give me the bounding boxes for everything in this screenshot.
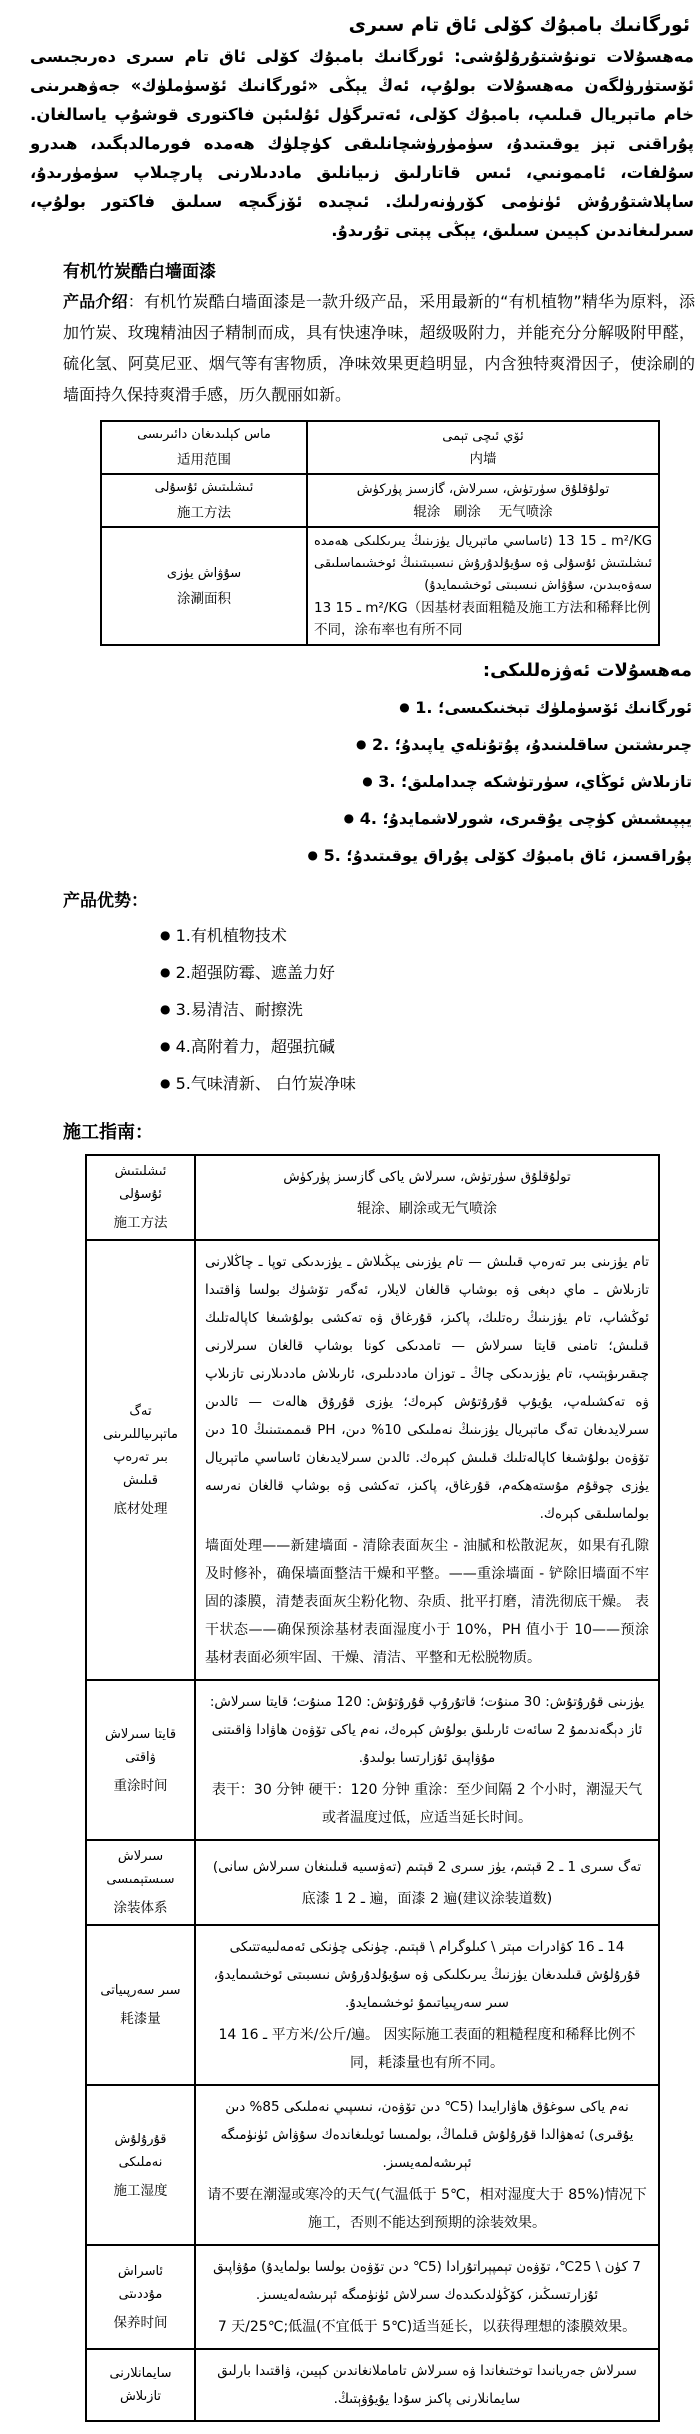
intro-paragraph-chinese: [63, 286, 695, 410]
label-line: 保养时间: [113, 2314, 168, 2331]
guide-content-coating-system: [195, 1840, 659, 1925]
content-chinese: 底漆 1 ـ 2 遍，面漆 2 遍(建议涂装道数): [301, 1890, 553, 1907]
guide-label-humidity: [86, 2085, 195, 2245]
label-line: نەملىكى: [118, 2154, 163, 2170]
guide-label-recoat-time: [86, 1680, 195, 1840]
content-chinese: 表干：30 分钟 硬干：120 分钟 重涂：至少间隔 2 个小时，潮湿天气或者温度过低，应适当延长时间。: [211, 1782, 643, 1826]
value-chinese: 内墙: [469, 450, 497, 467]
value-uyghur: تولۇقلۇق سۈرتۈش، سىرلاش، گازسىز پۈركۈش: [356, 481, 610, 497]
label-line: بىر تەرەپ: [113, 1449, 168, 1465]
content-uyghur: تولۇقلۇق سۈرتۈش، سىرلاش ياكى گازسىز پۈركۈش: [283, 1169, 571, 1185]
label-chinese: 涂涮面积: [177, 590, 231, 607]
bullet-icon: ●: [160, 1039, 171, 1053]
table-row: [86, 2085, 659, 2245]
list-item: [160, 954, 700, 991]
bullet-icon: ●: [160, 928, 171, 942]
label-line: 施工湿度: [113, 2182, 168, 2199]
guide-content-recoat-time: [195, 1680, 659, 1840]
spec-value-scope: [307, 421, 659, 474]
list-item-text: 4.高附着力，超强抗碱: [175, 1037, 335, 1056]
content-uyghur: نەم ياكى سوغۇق ھاۋارايىدا (5℃ دىن تۆۋەن، نىسپىي نەملىكى 85% دىن يۇقىرى) ئەھۋالدا قۇرۇلۇش قىلماڭ، بولمىسا ئويلىغاندەك سۇۋاش ئۈنۈمىگە ئېرىشەلمەيسىز.: [220, 2099, 634, 2171]
guide-label-method: [86, 1155, 195, 1240]
bullet-icon: ●: [362, 774, 373, 788]
value-uyghur: ئۆي ئىچى تېمى: [442, 428, 524, 444]
spec-label-scope: [101, 421, 307, 474]
label-line: قايتا سىرلاش: [104, 1726, 177, 1742]
content-uyghur: سىرلاش جەريانىدا توختىغاندا ۋە سىرلاش تاماملانغاندىن كېيىن، ۋاقتىدا بارلىق سايمانلارنى پاكىز سۇدا يۇيۇۋېتىڭ.: [217, 2363, 637, 2407]
value-uyghur: ‪13 ـ 15 m²/KG‬ (ئاساسي ماتېريال يۈزىنىڭ يىرىكلىكى ھەمدە ئىشلىتىش ئۇسۇلى ۋە سۇيۇلدۇرۇش نىسبىتىنىڭ ئوخشىماسلىقى سەۋەبىدىن، سۇۋاش نىسبىتى ئوخشىمايدۇ): [314, 534, 652, 593]
guide-heading: 施工指南：: [63, 1122, 153, 1143]
list-item: [160, 1028, 700, 1065]
intro-paragraph-uyghur: مەھسۇلات تونۇشتۇرۇلۇشى: ئورگانىك بامبۇك كۆلى ئاق تام سىرى دەرىجىسى ئۆستۈرۈلگەن مەھسۇلات بولۇپ، ئەڭ يېڭى «ئورگانىك ئۆسۈملۈك» جەۋھىرىنى خام ماتېريال قىلىپ، بامبۇك كۆلى، ئەتىرگۈل ئۇلىئېن فاكتورى قوشۇپ ياسالغان. پۇراقنى تېز يوقىتىدۇ، سۈمۈرۈشچانلىقى كۈچلۈك ھەمدە فورمالدېگىد، ھىدرو سۇلفات، ئاممونىي، ئىس قاتارلىق زىيانلىق ماددىلارنى پارچىلاپ سۈمۈرىدۇ، ساپلاشتۇرۇش ئۈنۈمى كۆرۈنەرلىك. ئىچىدە ئۆزگىچە سىلىق فاكتور بولۇپ، سىرلىغاندىن كېيىن سىلىق، يېڭى پېتى تۇرىدۇ.: [30, 47, 694, 240]
advantages-heading-uyghur: مەھسۇلات ئەۋزەللىكى:: [482, 660, 692, 681]
spec-value-method: [307, 474, 659, 527]
content-chinese: 辊涂、刷涂或无气喷涂: [357, 1201, 497, 1217]
list-item: [160, 1065, 700, 1102]
list-item: [160, 991, 700, 1028]
bullet-icon: ●: [307, 848, 318, 862]
list-item: [0, 800, 692, 837]
advantages-list-chinese: [0, 917, 700, 1102]
list-item-text: 2.超强防霉、遮盖力好: [175, 963, 335, 982]
spec-label-method: [101, 474, 307, 527]
content-chinese: 14 ـ 16 平方米/公斤/遍。 因实际施工表面的粗糙程度和稀释比例不同，耗漆量也有所不同。: [218, 2027, 636, 2071]
label-line: 底材处理: [113, 1500, 168, 1517]
guide-content-method: [195, 1155, 659, 1240]
table-row: [86, 1240, 659, 1680]
label-line: 重涂时间: [113, 1777, 168, 1794]
list-item: [0, 837, 692, 874]
content-uyghur: يۈزىنى قۇرۇتۇش: 30 مىنۇت؛ قاتۇرۇپ قۇرۇتۇش: 120 مىنۇت؛ قايتا سىرلاش: ئاز دېگەندىمۇ 2 سائەت ئارىلىق بولۇش كېرەك، نەم ياكى تۆۋەن ھاۋادا ۋاقىتنى مۇۋاپىق ئۇزارتسا بولىدۇ.: [209, 1694, 645, 1766]
list-item-text: 2. چىرىشتىن ساقلىنىدۇ، پۇتۇنلەي ياپىدۇ؛: [372, 735, 692, 754]
guide-label-tool-cleaning: [86, 2349, 195, 2421]
label-line: 耗漆量: [120, 2011, 161, 2027]
bullet-icon: ●: [160, 1002, 171, 1016]
bullet-icon: ●: [355, 737, 367, 751]
guide-label-curing-time: [86, 2245, 195, 2349]
guide-content-substrate: [195, 1240, 659, 1680]
guide-content-consumption: [195, 1925, 659, 2085]
advantages-heading-chinese: 产品优势：: [63, 891, 148, 911]
label-line: سىستېمىسى: [106, 1872, 175, 1887]
guide-content-humidity: [195, 2085, 659, 2245]
label-line: ئاسراش: [117, 2263, 164, 2279]
list-item-text: 5.气味清新、 白竹炭净味: [175, 1074, 356, 1093]
page-title: ئورگانىك بامبۇك كۆلى ئاق تام سىرى: [348, 14, 690, 36]
list-item: [0, 689, 692, 726]
label-uyghur: ئىشلىتىش ئۇسۇلى: [154, 480, 254, 495]
intro-label: 产品介绍: [63, 292, 128, 311]
table-row: [101, 474, 659, 527]
label-line: 涂装体系: [113, 1900, 168, 1916]
table-row: [86, 2349, 659, 2421]
content-chinese: 墙面处理——新建墙面 - 清除表面灰尘 - 油腻和松散泥灰，如果有孔隙及时修补，确保墙面整洁干燥和平整。——重涂墙面 - 铲除旧墙面不牢固的漆膜，清楚表面灰尘粉化物、杂质、批平打磨，清洗彻底干燥。 表干状态——确保预涂基材表面湿度小于 10%，PH 值小于 10——预涂基材表面必须牢固、干燥、清洁、平整和无松脱物质。: [205, 1538, 649, 1666]
label-line: سايمانلارنى: [109, 2366, 172, 2381]
bullet-icon: ●: [399, 700, 410, 714]
bullet-icon: ●: [160, 1076, 171, 1090]
content-chinese: 请不要在潮湿或寒冷的天气(气温低于 5℃，相对湿度大于 85%)情况下施工，否则不能达到预期的涂装效果。: [207, 2187, 647, 2231]
content-uyghur: 7 كۈن \ 25℃، تۆۋەن تېمپېراتۇرادا (5℃ دىن تۆۋەن بولسا بولمايدۇ) مۇۋاپىق ئۇزارتسىڭىز، كۆڭۈلدىكىدەك سىرلاش ئۈنۈمىگە ئېرىشەلەيسىز.: [213, 2259, 641, 2303]
spec-table: [100, 420, 660, 646]
label-line: قۇرۇلۇش: [114, 2131, 167, 2147]
label-chinese: 施工方法: [177, 505, 231, 521]
table-row: [86, 2245, 659, 2349]
list-item-text: 5. پۇراقسىز، ئاق بامبۇك كۆلى پۇراق يوقىتىدۇ؛: [323, 846, 692, 865]
label-line: ئىشلىتىش: [114, 1164, 167, 1179]
content-uyghur: 14 ـ 16 كۋادرات مېتر \ كىلوگرام \ قېتىم. چۈنكى چۈنكى ئەمەلىيەتتىكى قۇرۇلۇش قىلىدىغان يۈزنىڭ يىرىكلىكى ۋە سۇيۇلدۇرۇش نىسبىتى ئوخشىمايدۇ، سىر سەرپىياتىمۇ ئوخشىمايدۇ.: [213, 1939, 641, 2011]
table-row: [86, 1680, 659, 1840]
label-line: تازىلاش: [119, 2389, 162, 2404]
label-line: ماتېرىياللىرىنى: [103, 1426, 178, 1442]
spec-label-coverage: [101, 527, 307, 645]
product-name-heading: 有机竹炭酷白墙面漆: [63, 262, 216, 282]
label-line: 施工方法: [113, 1215, 168, 1231]
table-row: [101, 421, 659, 474]
guide-label-substrate: [86, 1240, 195, 1680]
construction-guide-table: [85, 1154, 660, 2422]
guide-content-tool-cleaning: [195, 2349, 659, 2421]
table-row: [86, 1840, 659, 1925]
label-line: ۋاقتى: [125, 1749, 156, 1765]
list-item-text: 1. ئورگانىك ئۆسۈملۈك تېخنىكىسى؛: [415, 698, 692, 717]
content-uyghur: تام يۈزىنى بىر تەرەپ قىلىش — تام يۈزىنى يېڭىلاش ـ يۈزىدىكى توپا ـ چاڭلارنى تازىلاش ـ ماي دېغى ۋە بوشاپ قالغان لايلار، ئەگەر تۆشۈك بولسا ۋاقتىدا ئوڭشاپ، تام يۈزىنىڭ رەتلىك، پاكىز، قۇرغاق ۋە تەكشى بولۇشىغا كاپالەتلىك قىلىش؛ تامنى قايتا سىرلاش — تامدىكى كونا بوشاپ قالغان سىرلارنى چىقىرىۋېتىپ، تام يۈزىدىكى چاڭ ـ توزان ماددىلىرى، ئارىلاش ماددىلارنى تازىلاپ ۋە تەكشىلەپ، يۇيۇپ قۇرۇتۇش كېرەك؛ يۈزى قۇرۇق ھالەت — ئالدىن سىرلايدىغان تەگ ماتېريال يۈزىنىڭ نەملىكى 10% دىن، PH قىممىتىنىڭ 10 دىن تۆۋەن بولۇشىغا كاپالەتلىك قىلىش كېرەك. ئالدىن سىرلايدىغان ئاساسي ماتېريال يۈزى چوقۇم مۇستەھكەم، قۇرغاق، پاكىز، تەكشى ۋە بوشاپ قالغان نەرسە بولماسلىقى كېرەك.: [205, 1254, 649, 1522]
label-uyghur: ماس كېلىدىغان دائىرىسى: [137, 427, 271, 442]
label-line: ئۇسۇلى: [119, 1187, 162, 1202]
table-row: [86, 1925, 659, 2085]
content-uyghur: تەگ سىرى 1 ـ 2 قېتىم، يۈز سىرى 2 قېتىم (تەۋسىيە قىلىنغان سىرلاش سانى): [212, 1858, 642, 1875]
label-line: سىر سەرپىياتى: [100, 1983, 181, 1998]
spec-value-coverage: [307, 527, 659, 645]
list-item: [160, 917, 700, 954]
list-item: [0, 763, 692, 800]
label-line: سىرلاش: [117, 1849, 164, 1864]
table-row: [101, 527, 659, 645]
list-item-text: 3. تازىلاش ئوڭاي، سۈرتۈشكە چىداملىق؛: [378, 772, 692, 791]
list-item-text: 4. يېپىشىش كۈچى يۇقىرى، شورلاشمايدۇ؛: [359, 809, 692, 828]
label-chinese: 适用范围: [177, 452, 231, 468]
advantages-list-uyghur: [0, 689, 700, 874]
intro-text: ：有机竹炭酷白墙面漆是一款升级产品，采用最新的“有机植物”精华为原料，添加竹炭、玫瑰精油因子精制而成，具有快速净味，超级吸附力，并能充分分解吸附甲醛，硫化氢、阿莫尼亚、烟气等有害物质，净味效果更趋明显，内含独特爽滑因子，使涂刷的墙面持久保持爽滑手感，历久靓丽如新。: [63, 292, 695, 404]
guide-content-curing-time: [195, 2245, 659, 2349]
value-chinese: 13 ـ 15 m²/KG（因基材表面粗糙及施工方法和稀释比例不同，涂布率也有所不同: [314, 600, 651, 638]
value-chinese: 辊涂 刷涂 无气喷涂: [413, 503, 553, 520]
label-uyghur: سۇۋاش يۈزى: [166, 565, 242, 581]
bullet-icon: ●: [160, 965, 171, 979]
bullet-icon: ●: [343, 811, 355, 825]
label-line: قىلىش: [123, 1472, 158, 1488]
label-line: مۇددىتى: [118, 2286, 163, 2302]
label-line: تەگ: [129, 1403, 152, 1419]
content-chinese: 7 天/25℃;低温(不宜低于 5℃)适当延长，以获得理想的漆膜效果。: [217, 2319, 637, 2335]
list-item-text: 3.易清洁、耐擦洗: [175, 1000, 303, 1019]
guide-label-coating-system: [86, 1840, 195, 1925]
list-item: [0, 726, 692, 763]
list-item-text: 1.有机植物技术: [175, 926, 287, 945]
guide-label-consumption: [86, 1925, 195, 2085]
table-row: [86, 1155, 659, 1240]
